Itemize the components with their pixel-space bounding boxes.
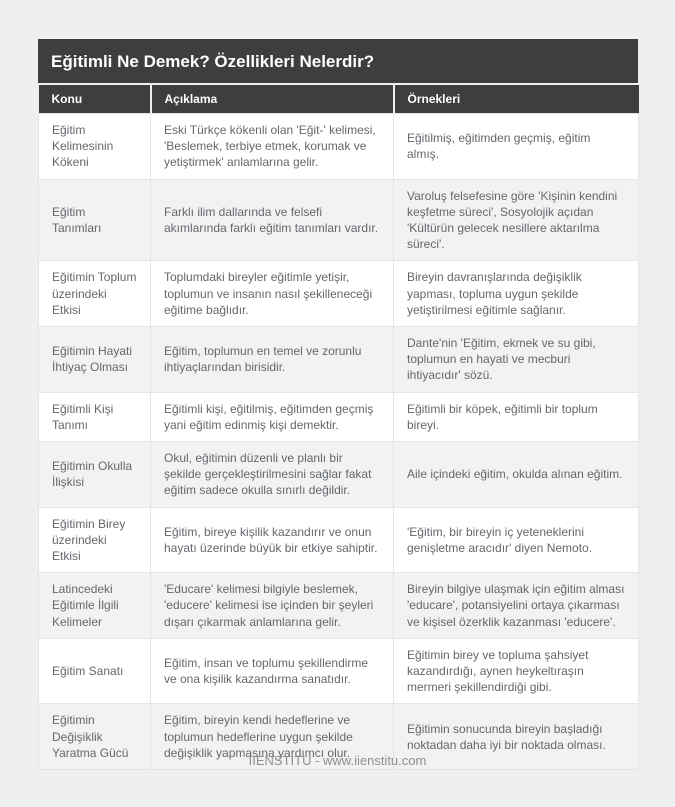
topic-cell: Eğitimin Hayati İhtiyaç Olması bbox=[39, 327, 151, 393]
education-table-card bbox=[38, 39, 638, 770]
description-cell: Eğitim, toplumun en temel ve zorunlu ihtiyaçlarından birisidir. bbox=[151, 327, 394, 393]
examples-cell: Eğitimin birey ve topluma şahsiyet kazandırdığı, aynen heykeltıraşın mermeri şekillendirdiği gibi. bbox=[394, 638, 639, 704]
topic-cell: Eğitim Tanımları bbox=[39, 179, 151, 261]
examples-cell: Bireyin bilgiye ulaşmak için eğitim alması 'educare', potansiyelini ortaya çıkarması ve kişisel özerklik kazanması 'educere'. bbox=[394, 573, 639, 639]
column-header-aciklama: Açıklama bbox=[151, 85, 394, 114]
column-header-ornekleri: Örnekleri bbox=[394, 85, 639, 114]
examples-cell: Varoluş felsefesine göre 'Kişinin kendini keşfetme süreci', Sosyolojik açıdan 'Kültürün gelecek nesillere aktarılma süreci'. bbox=[394, 179, 639, 261]
examples-cell: Aile içindeki eğitim, okulda alınan eğitim. bbox=[394, 442, 639, 508]
table-row bbox=[39, 179, 639, 261]
description-cell: Toplumdaki bireyler eğitimle yetişir, toplumun ve insanın nasıl şekilleneceği eğitime bağlıdır. bbox=[151, 261, 394, 327]
education-table bbox=[38, 85, 639, 770]
description-cell: Eğitimli kişi, eğitilmiş, eğitimden geçmiş yani eğitim edinmiş kişi demektir. bbox=[151, 392, 394, 441]
topic-cell: Eğitimin Toplum üzerindeki Etkisi bbox=[39, 261, 151, 327]
description-cell: Okul, eğitimin düzenli ve planlı bir şekilde gerçekleştirilmesini sağlar fakat eğitim sadece okulla sınırlı değildir. bbox=[151, 442, 394, 508]
examples-cell: Bireyin davranışlarında değişiklik yapması, topluma uygun şekilde yetiştirilmesi eğitimle sağlanır. bbox=[394, 261, 639, 327]
topic-cell: Latincedeki Eğitimle İlgili Kelimeler bbox=[39, 573, 151, 639]
description-cell: Eski Türkçe kökenli olan 'Eğit-' kelimesi, 'Beslemek, terbiye etmek, korumak ve yetiştirmek' anlamlarına gelir. bbox=[151, 114, 394, 180]
topic-cell: Eğitimin Birey üzerindeki Etkisi bbox=[39, 507, 151, 573]
column-header-konu: Konu bbox=[39, 85, 151, 114]
topic-cell: Eğitim Kelimesinin Kökeni bbox=[39, 114, 151, 180]
topic-cell: Eğitim Sanatı bbox=[39, 638, 151, 704]
topic-cell: Eğitimin Değişiklik Yaratma Gücü bbox=[39, 704, 151, 770]
examples-cell: Eğitimin sonucunda bireyin başladığı noktadan daha iyi bir noktada olması. bbox=[394, 704, 639, 770]
topic-cell: Eğitimin Okulla İlişkisi bbox=[39, 442, 151, 508]
table-row bbox=[39, 638, 639, 704]
table-row bbox=[39, 327, 639, 393]
description-cell: Eğitim, insan ve toplumu şekillendirme ve ona kişilik kazandırma sanatıdır. bbox=[151, 638, 394, 704]
examples-cell: Eğitilmiş, eğitimden geçmiş, eğitim almış. bbox=[394, 114, 639, 180]
page-title: Eğitimli Ne Demek? Özellikleri Nelerdir? bbox=[38, 39, 638, 83]
footer-credit: IIENSTITU - www.iienstitu.com bbox=[248, 753, 427, 768]
description-cell: Eğitim, bireyin kendi hedeflerine ve toplumun hedeflerine uygun şekilde değişiklik yapmasına yardımcı olur. bbox=[151, 704, 394, 770]
table-row bbox=[39, 442, 639, 508]
table-row bbox=[39, 114, 639, 180]
topic-cell: Eğitimli Kişi Tanımı bbox=[39, 392, 151, 441]
table-row bbox=[39, 507, 639, 573]
examples-cell: Eğitimli bir köpek, eğitimli bir toplum bireyi. bbox=[394, 392, 639, 441]
examples-cell: Dante'nin 'Eğitim, ekmek ve su gibi, toplumun en hayati ve mecburi ihtiyacıdır' sözü. bbox=[394, 327, 639, 393]
table-row bbox=[39, 261, 639, 327]
examples-cell: 'Eğitim, bir bireyin iç yeteneklerini genişletme aracıdır' diyen Nemoto. bbox=[394, 507, 639, 573]
description-cell: Farklı ilim dallarında ve felsefi akımlarında farklı eğitim tanımları vardır. bbox=[151, 179, 394, 261]
table-row bbox=[39, 392, 639, 441]
description-cell: 'Educare' kelimesi bilgiyle beslemek, 'educere' kelimesi ise içinden bir şeyleri dışarı çıkarmak anlamlarına gelir. bbox=[151, 573, 394, 639]
table-header-row bbox=[39, 85, 639, 114]
table-row bbox=[39, 573, 639, 639]
description-cell: Eğitim, bireye kişilik kazandırır ve onun hayatı üzerinde büyük bir etkiye sahiptir. bbox=[151, 507, 394, 573]
